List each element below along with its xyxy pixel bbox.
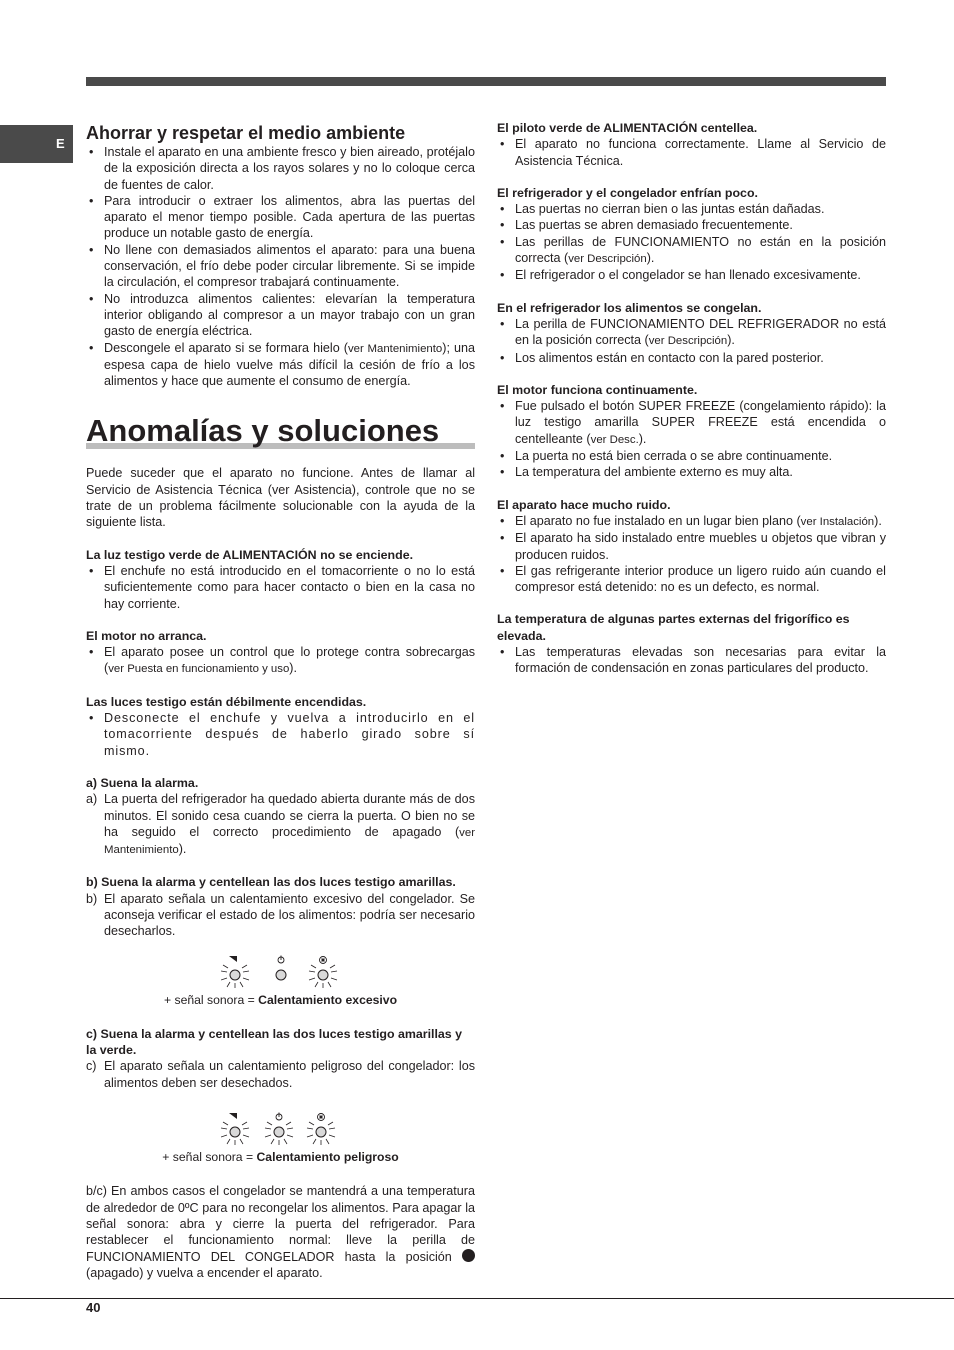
list-item: • Instale el aparato en una ambiente fresco y bien aireado, protéjalo de la exposición directa a los rayos solares y no lo coloque cerca de fuentes de calor. [86,144,475,193]
list-item: • El gas refrigerante interior produce un ligero ruido aún cuando el compresor está detenido: no es un defecto, es normal. [497,563,886,596]
cross-reference: ver Descripción [648,335,728,348]
list-item: • El aparato posee un control que lo protege contra sobrecargas (ver Puesta en funcionamiento y uso). [86,644,475,678]
issue-cool-little [497,185,886,284]
section-title-environment: Ahorrar y respetar el medio ambiente [86,123,406,143]
list-item: • Los alimentos están en contacto con la pared posterior. [497,350,886,366]
cross-reference: ver Mantenimiento [104,826,475,857]
environment-list [86,144,475,389]
list-item: • El enchufe no está introducido en el tomacorriente o no lo está suficientemente como para hacer contacto o bien en la casa no hay corriente. [86,563,475,612]
lights-caption: + señal sonora = Calentamiento peligroso [162,1150,399,1165]
list-item: • Las perillas de FUNCIONAMIENTO no están en la posición correcta (ver Descripción). [497,234,886,268]
header-rule [86,77,886,86]
left-column [86,120,475,1281]
list-item: • Descongele el aparato si se formara hielo (ver Mantenimiento); una espesa capa de hielo vuelve más difícil la cesión de frío a los alimentos y hace que aumente el consumo de energía. [86,340,475,390]
list-item: • Fue pulsado el botón SUPER FREEZE (congelamiento rápido): la luz testigo amarilla SUPER FREEZE está encendida o centelleante (ver Desc.). [497,398,886,448]
issue-heading: b) Suena la alarma y centellean las dos luces testigo amarillas. [86,875,456,890]
issue-heading: a) Suena la alarma. [86,775,199,790]
warning-lights-figure-c [86,1111,475,1165]
issue-heading: Las luces testigo están débilmente encendidas. [86,694,367,709]
issue-lights-dim [86,694,475,759]
warning-lights-icon [221,954,341,990]
issue-heading: El piloto verde de ALIMENTACIÓN centellea. [497,121,758,135]
footer-rule [0,1298,954,1299]
issue-heading: El refrigerador y el congelador enfrían poco. [497,185,758,200]
issue-food-freezes [497,300,886,366]
issue-green-blinks [497,120,886,169]
super-freeze-light-icon [307,1114,335,1146]
issue-motor-not-start [86,628,475,678]
lights-caption: + señal sonora = Calentamiento excesivo [163,992,398,1007]
list-item: • El refrigerador o el congelador se han llenado excesivamente. [497,267,886,283]
cross-reference: ver Desc. [590,433,639,446]
list-item: • No introduzca alimentos calientes: elevarían la temperatura interior obligando al compresor a un mayor trabajo con un gran gasto de energía eléctrica. [86,291,475,340]
issue-alarm-a [86,775,475,858]
super-freeze-light-icon [309,956,337,988]
list-item: • Para introducir o extraer los alimentos, abra las puertas del aparato el menor tiempo posible. Cada apertura de las puertas produce un notable gasto de energía. [86,193,475,242]
issue-heading: La temperatura de algunas partes externas del frigorífico es elevada. [497,612,850,643]
list-item: • Las puertas se abren demasiado frecuentemente. [497,217,886,233]
issue-noise [497,497,886,596]
page-number: 40 [86,1300,101,1315]
list-item: • La perilla de FUNCIONAMIENTO DEL REFRIGERADOR no está en la posición correcta (ver Descripción). [497,316,886,350]
issue-heading: El aparato hace mucho ruido. [497,497,671,512]
intro-paragraph: Puede suceder que el aparato no funcione. Antes de llamar al Servicio de Asistencia Técnica (ver Asistencia), controle que no se trate de un problema fácilmente solucionable con la ayuda de la siguiente lista. [86,466,475,530]
power-light-icon [276,955,286,980]
warning-lights-icon [221,1111,341,1147]
issue-alarm-b [86,874,475,1007]
alarm-light-icon [221,956,249,988]
cross-reference: ver Puesta en funcionamiento y uso [108,663,290,676]
cross-reference: ver Instalación [800,515,875,528]
list-item: • La temperatura del ambiente externo es muy alta. [497,464,886,480]
issue-green-light-off [86,547,475,612]
power-light-icon [265,1113,293,1146]
right-column [497,120,886,677]
list-item: • No llene con demasiados alimentos el aparato: para una buena conservación, el frío debe poder circular libremente. Si se impide la circulación, el compresor trabajará continuamente. [86,242,475,291]
issue-heading: La luz testigo verde de ALIMENTACIÓN no se enciende. [86,547,414,562]
list-item: • Las puertas no cierran bien o las juntas están dañadas. [497,201,886,217]
alarm-light-icon [221,1113,249,1145]
issue-heading: El motor no arranca. [86,628,207,643]
off-position-icon [462,1249,475,1262]
issue-motor-continuous [497,382,886,481]
issue-heading: c) Suena la alarma y centellean las dos luces testigo amarillas y la verde. [86,1026,463,1058]
list-item: • Las temperaturas elevadas son necesarias para evitar la formación de condensación en zonas particulares del producto. [497,644,886,677]
cross-reference: ver Descripción [568,253,647,266]
list-item: • El aparato ha sido instalado entre muebles u objetos que vibran y producen ruidos. [497,530,886,563]
issue-external-temp [497,611,886,676]
issue-alarm-c [86,1026,475,1165]
list-item: • El aparato no funciona correctamente. Llame al Servicio de Asistencia Técnica. [497,136,886,169]
cross-reference: ver Mantenimiento [347,342,443,355]
list-item: c) El aparato señala un calentamiento peligroso del congelador: los alimentos deben ser desechados. [86,1059,475,1090]
warning-lights-figure-b [86,954,475,1008]
list-item: • El aparato no fue instalado en un lugar bien plano (ver Instalación). [497,513,886,530]
language-tab: E [0,125,73,163]
issue-heading: En el refrigerador los alimentos se congelan. [497,300,762,315]
page-title: Anomalías y soluciones [86,413,475,449]
list-item: • La puerta no está bien cerrada o se abre continuamente. [497,448,886,464]
list-item: a) La puerta del refrigerador ha quedado abierta durante más de dos minutos. El sonido cesa cuando se cierra la puerta. O bien no se ha seguido el correcto procedimiento de apagado (ver Mantenimiento). [86,792,475,857]
issue-heading: El motor funciona continuamente. [497,382,698,397]
list-item: b) El aparato señala un calentamiento excesivo del congelador. Se aconseja verificar el estado de los alimentos: podría ser necesario desecharlos. [86,891,475,939]
bc-note-paragraph: b/c) En ambos casos el congelador se mantendrá a una temperatura de alrededor de 0ºC para no recongelar los alimentos. Para apagar la señal sonora: abra y cierre la puerta del refrigerador. Para restablecer el funcionamiento normal: lleve la perilla de FUNCIONAMIENTO DEL CONGELADOR hasta la posición (apagado) y vuelva a encender el aparato. [86,1184,475,1280]
list-item: • Desconecte el enchufe y vuelva a introducirlo en el tomacorriente después de haberlo girado sobre sí mismo. [86,710,475,759]
